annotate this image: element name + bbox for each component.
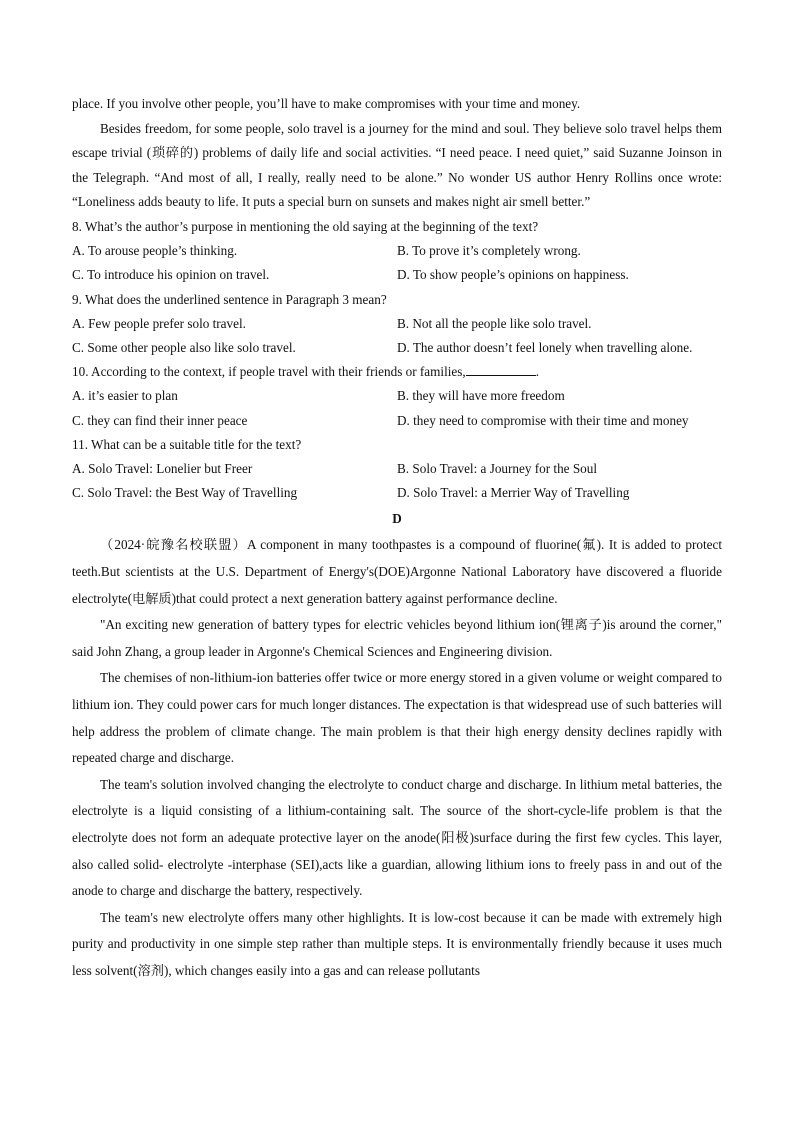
passage-d-paragraph: The team's new electrolyte offers many other highlights. It is low-cost because it can be made with extremely high purity and productivity in one simple step rather than multiple steps. It is environmentally friendly because it uses much less solvent(溶剂), which changes easily into a gas and can release pollutants <box>72 909 722 978</box>
question-stem-line <box>72 360 722 384</box>
question-stem: 10. According to the context, if people travel with their friends or families, <box>72 364 466 380</box>
question-stem-end: . <box>535 364 539 380</box>
option: C. they can find their inner peace <box>72 412 248 428</box>
option: D. To show people’s opinions on happiness. <box>397 267 629 283</box>
passage-d-paragraph: The team's solution involved changing the electrolyte to conduct charge and discharge. In lithium metal batteries, the electrolyte is a liquid consisting of a lithium-containing salt. The source of the short-cycle-life problem is that the electrolyte does not form an adequate protective layer on the anode(阳极)surface during the first few cycles. This layer, also called solid- electrolyte -interphase (SEI),acts like a guardian, allowing lithium ions to freely pass in and out of the anode to charge and discharge the battery, respectively. <box>72 776 722 899</box>
passage-d-paragraph: （2024·皖豫名校联盟）A component in many toothpastes is a compound of fluorine(氟). It is added to protect teeth.But scientists at the U.S. Department of Energy's(DOE)Argonne National Laboratory have discovered a fluoride electrolyte(电解质)that could protect a next generation battery against performance decline. <box>72 537 722 606</box>
section-heading: D <box>392 511 402 527</box>
option: D. The author doesn’t feel lonely when travelling alone. <box>397 339 693 355</box>
question-stem: 8. What’s the author’s purpose in mentioning the old saying at the beginning of the text? <box>72 218 539 234</box>
passage-d-paragraph: "An exciting new generation of battery types for electric vehicles beyond lithium ion(锂离子)is around the corner," said John Zhang, a group leader in Argonne's Chemical Sciences and Engineering division. <box>72 617 722 659</box>
options <box>72 384 722 432</box>
document-page <box>72 92 722 985</box>
question-10 <box>72 360 722 433</box>
option: D. Solo Travel: a Merrier Way of Travelling <box>397 485 630 501</box>
option: A. To arouse people’s thinking. <box>72 243 238 259</box>
options <box>72 239 722 287</box>
option: D. they need to compromise with their time and money <box>397 412 689 428</box>
option: B. they will have more freedom <box>397 388 565 404</box>
option: A. Solo Travel: Lonelier but Freer <box>72 461 253 476</box>
option: A. it’s easier to plan <box>72 388 178 404</box>
question-stem: 11. What can be a suitable title for the text? <box>72 436 302 452</box>
option: A. Few people prefer solo travel. <box>72 315 246 331</box>
question-8 <box>72 215 722 288</box>
question-9 <box>72 288 722 361</box>
question-11 <box>72 433 722 506</box>
option: C. To introduce his opinion on travel. <box>72 267 270 283</box>
option: B. To prove it’s completely wrong. <box>397 243 581 259</box>
question-stem: 9. What does the underlined sentence in Paragraph 3 mean? <box>72 291 387 307</box>
options <box>72 457 722 505</box>
passage-c-paragraph: Besides freedom, for some people, solo travel is a journey for the mind and soul. They believe solo travel helps them escape trivial (琐碎的) problems of daily life and social activities. “I need peace. I need quiet,” said Suzanne Joinson in the Telegraph. “And most of all, I really, really need to be alone.” No wonder US author Henry Rollins once wrote: “Loneliness adds beauty to life. It puts a special burn on sunsets and makes night air smell better.” <box>72 120 722 210</box>
option: C. Solo Travel: the Best Way of Travelling <box>72 485 298 501</box>
option: B. Solo Travel: a Journey for the Soul <box>397 461 598 476</box>
passage-c-paragraph: place. If you involve other people, you’ll have to make compromises with your time and money. <box>72 96 581 111</box>
passage-d-paragraph: The chemises of non-lithium-ion batteries offer twice or more energy stored in a given volume or weight compared to lithium ion. They could power cars for much longer distances. The expectation is that widespread use of such batteries will help address the problem of climate change. The main problem is that their high energy density declines rapidly with repeated charge and discharge. <box>72 670 722 766</box>
answer-blank <box>466 363 536 376</box>
option: C. Some other people also like solo travel. <box>72 339 296 355</box>
options <box>72 312 722 360</box>
option: B. Not all the people like solo travel. <box>397 315 592 331</box>
